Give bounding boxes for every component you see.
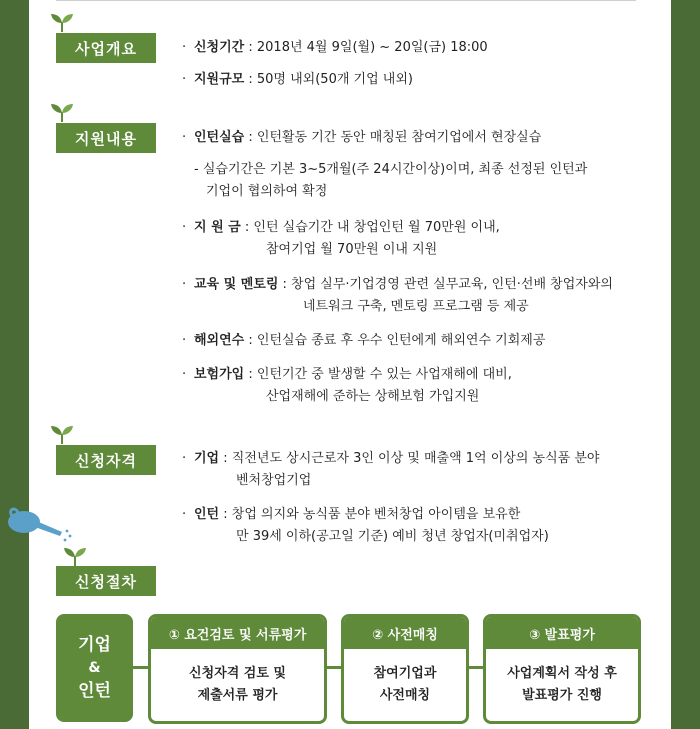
section-label-procedure: 신청절차 <box>56 566 156 596</box>
overview-scale: · 지원규모 : 50명 내외(50개 기업 내외) <box>182 72 413 87</box>
step-title: ① 요건검토 및 서류평가 <box>151 617 324 649</box>
support-intern: · 인턴실습 : 인턴활동 기간 동안 매칭된 참여기업에서 현장실습 <box>182 130 542 145</box>
step-title: ③ 발표평가 <box>486 617 638 649</box>
section-label-support: 지원내용 <box>56 123 156 153</box>
step-document-review: ① 요건검토 및 서류평가 신청자격 검토 및 제출서류 평가 <box>148 614 327 724</box>
support-fund: · 지 원 금 : 인턴 실습기간 내 창업인턴 월 70만원 이내, 참여기업 월 70만원 이내 지원 <box>182 220 500 257</box>
watering-can-icon <box>4 502 76 546</box>
overview-period: · 신청기간 : 2018년 4월 9일(월) ~ 20일(금) 18:00 <box>182 40 488 55</box>
section-label-eligibility: 신청자격 <box>56 445 156 475</box>
sprout-icon <box>49 424 75 444</box>
flow-connector <box>469 666 484 669</box>
applicant-box: 기업 & 인턴 <box>56 614 133 722</box>
flow-connector <box>327 666 342 669</box>
step-pre-matching: ② 사전매칭 참여기업과 사전매칭 <box>341 614 469 724</box>
sprout-icon <box>49 102 75 122</box>
eligibility-company: · 기업 : 직전년도 상시근로자 3인 이상 및 매출액 1억 이상의 농식품 분야 벤처창업기업 <box>182 451 600 488</box>
sprout-icon <box>49 12 75 32</box>
support-mentoring: · 교육 및 멘토링 : 창업 실무·기업경영 관련 실무교육, 인턴·선배 창업자와의 네트워크 구축, 멘토링 프로그램 등 제공 <box>182 277 613 314</box>
support-insurance: · 보험가입 : 인턴기간 중 발생할 수 있는 사업재해에 대비, 산업재해에 준하는 상해보험 가입지원 <box>182 367 512 404</box>
support-intern-note: - 실습기간은 기본 3~5개월(주 24시간이상)이며, 최종 선정된 인턴과 기업이 협의하여 확정 <box>194 162 588 199</box>
section-label-overview: 사업개요 <box>56 33 156 63</box>
support-abroad: · 해외연수 : 인턴실습 종료 후 우수 인턴에게 해외연수 기회제공 <box>182 333 546 348</box>
eligibility-intern: · 인턴 : 창업 의지와 농식품 분야 벤처창업 아이템을 보유한 만 39세 이하(공고일 기준) 예비 청년 창업자(미취업자) <box>182 507 549 544</box>
flow-connector <box>133 666 149 669</box>
step-presentation: ③ 발표평가 사업계획서 작성 후 발표평가 진행 <box>483 614 641 724</box>
divider <box>56 0 636 1</box>
sprout-icon <box>62 546 88 566</box>
step-title: ② 사전매칭 <box>344 617 466 649</box>
